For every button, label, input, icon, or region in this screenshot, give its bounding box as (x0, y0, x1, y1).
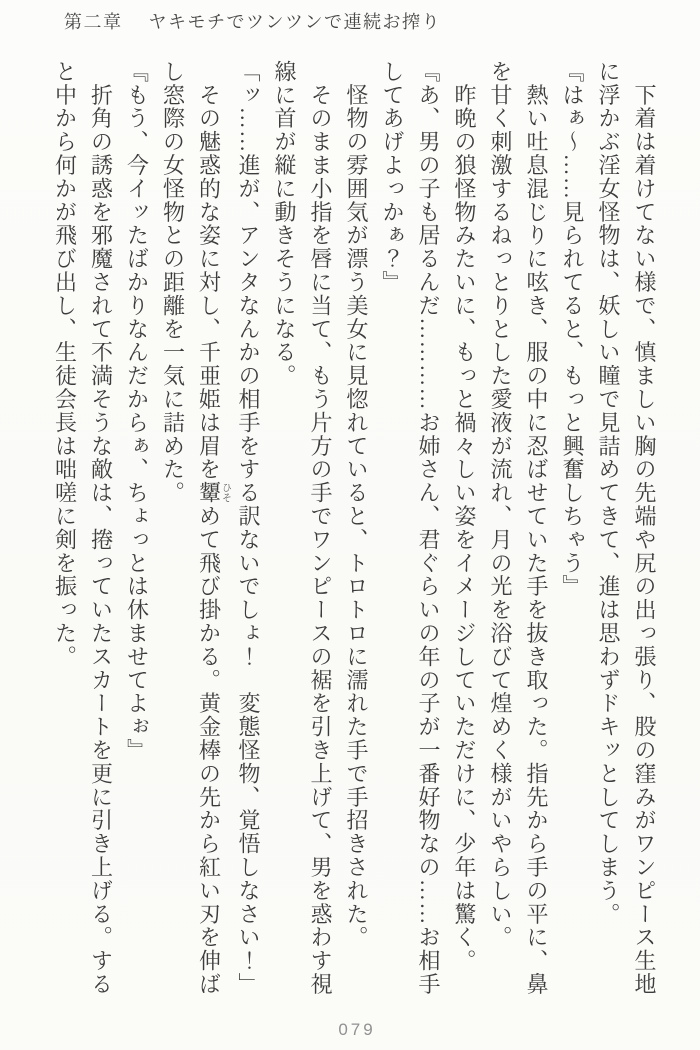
chapter-title: ヤキモチでツンツンで連続お搾り (148, 12, 441, 32)
ruby-annotation (196, 481, 231, 505)
ruby-text: ひそ (219, 481, 231, 505)
ruby-base: 顰 (196, 481, 222, 505)
text-line: 怪物の雰囲気が漂う美女に見惚れていると、トロトロに濡れた手で手招きされた。 (344, 60, 369, 950)
text-line: そのまま小指を唇に当て、もう片方の手でワンピースの裾を引き上げて、男を惑わす視 (308, 60, 333, 996)
page-number: 079 (338, 1020, 376, 1039)
text-line: 『はぁ〜……見られてると、もっと興奮しちゃう』 (560, 60, 585, 599)
text-line: 「ッ……進が、アンタなんかの相手をする訳ないでしょ！ 変態怪物、覚悟しなさい！」 (236, 60, 261, 996)
text-segment: その魅惑的な姿に対し、千亜姫は眉を (196, 60, 222, 482)
text-line: 『あ、男の子も居るんだ…………お姉さん、君ぐらいの年の子が一番好物なの……お相手 (416, 60, 441, 996)
text-line-with-ruby (191, 60, 231, 1012)
text-line: 折角の誘惑を邪魔されて不満そうな敵は、捲っていたスカートを更に引き上げる。する (88, 60, 114, 996)
text-line: を甘く刺激するねっとりとした愛液が流れ、月の光を浴びて煌めく様がいやらしい。 (488, 60, 513, 950)
text-line: と中から何かが飛び出し、生徒会長は咄嗟に剣を振った。 (52, 60, 78, 669)
chapter-number: 第二章 (64, 12, 123, 32)
text-line: し窓際の女怪物との距離を一気に詰めた。 (160, 60, 186, 505)
text-line: してあげよっかぁ？』 (380, 60, 405, 294)
text-line: に浮かぶ淫女怪物は、妖しい瞳で見詰めてきて、進は思わずドキッとしてしまう。 (596, 60, 621, 926)
text-line: 下着は着けてない様で、慎ましい胸の先端や尻の出っ張り、股の窪みがワンピース生地 (632, 60, 657, 996)
chapter-header (64, 8, 441, 34)
text-line: 線に首が縦に動きそうになる。 (272, 60, 297, 388)
text-segment: めて飛び掛かる。黄金棒の先から紅い刃を伸ば (196, 504, 222, 997)
body-text (47, 60, 663, 1012)
text-line: 熱い吐息混じりに呟き、服の中に忍ばせていた手を抜き取った。指先から手の平に、鼻 (524, 60, 549, 996)
text-line: 『もう、今イッたばかりなんだからぁ、ちょっとは休ませてよぉ』 (124, 60, 150, 762)
text-line: 昨晩の狼怪物みたいに、もっと禍々しい姿をイメージしていただけに、少年は驚く。 (452, 60, 477, 973)
